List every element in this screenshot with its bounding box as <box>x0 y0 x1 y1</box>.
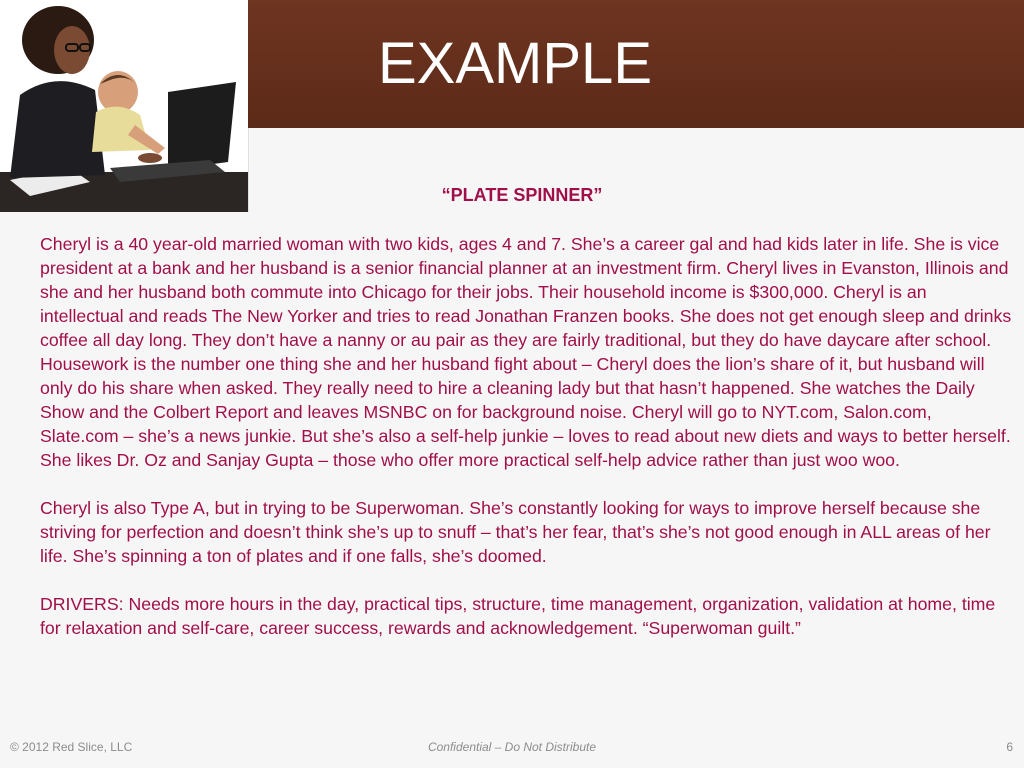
footer-confidential: Confidential – Do Not Distribute <box>427 740 597 754</box>
footer-page-number: 6 <box>1006 740 1013 754</box>
footer-copyright: © 2012 Red Slice, LLC <box>10 740 133 754</box>
body-paragraph-type-a: Cheryl is also Type A, but in trying to be Superwoman. She’s constantly looking for ways to improve herself because she striving for perfection and doesn’t think she’s up to snuff – that’s her fear, that’s she’s not good enough in ALL areas of her life. She’s spinning a ton of plates and if one falls, she’s doomed. <box>40 498 991 566</box>
mother-with-baby-at-laptop-photo <box>0 0 249 212</box>
title-banner <box>248 0 1024 128</box>
body-paragraph-drivers: DRIVERS: Needs more hours in the day, practical tips, structure, time management, organization, validation at home, time for relaxation and self-care, career success, rewards and acknowledgement. “Superwoman guilt.” <box>40 594 996 638</box>
slide-subtitle: “PLATE SPINNER” <box>441 185 603 205</box>
slide-title: EXAMPLE <box>378 31 652 96</box>
slide-body <box>40 232 1015 664</box>
photo-illustration <box>0 0 248 212</box>
body-paragraph-profile: Cheryl is a 40 year-old married woman with two kids, ages 4 and 7. She’s a career gal and had kids later in life. She is vice president at a bank and her husband is a senior financial planner at an investment firm. Cheryl lives in Evanston, Illinois and she and her husband both commute into Chicago for their jobs. Their household income is $300,000. Cheryl is an intellectual and reads The New Yorker and tries to read Jonathan Franzen books. She does not get enough sleep and drinks coffee all day long. They don’t have a nanny or au pair as they are fairly traditional, but they do have daycare after school. Housework is the number one thing she and her husband fight about – Cheryl does the lion’s share of it, but husband will only do his share when asked. They really need to hire a cleaning lady but that hasn’t happened. She watches the Daily Show and the Colbert Report and leaves MSNBC on for background noise. Cheryl will go to NYT.com, Salon.com, Slate.com – she’s a news junkie. But she’s also a self-help junkie – loves to read about new diets and ways to better herself. She likes Dr. Oz and Sanjay Gupta – those who offer more practical self-help advice rather than just woo woo. <box>40 234 1012 470</box>
